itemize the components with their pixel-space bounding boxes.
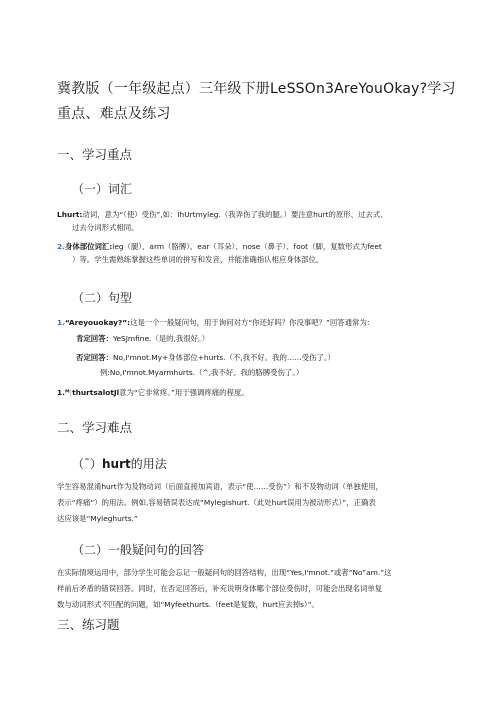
answers-paragraph-line-1: 在实际情境运用中，部分学生可能会忘记一般疑问句的回答结构，出现“Yes,I'mnot.”或者“No”am.”这 (57, 568, 392, 577)
subheading-sentence-patterns: （二）句型 (72, 291, 133, 305)
answers-paragraph-line-2: 样前后矛盾的错误回答。同时，在否定回答后，补充说明身体哪个部位受伤时，可能会出现名词单复 (57, 584, 383, 593)
negative-answer (76, 351, 335, 365)
document-title: 冀教版（一年级起点）三年级下册LeSSOn3AreYouOkay?学习重点、难点及练习 (57, 81, 456, 122)
pattern-item-1 (57, 316, 374, 330)
vocab-item-1-label: Lhurt: (57, 210, 83, 219)
subheading-hurt-word: hurt (102, 457, 131, 471)
vocab-item-1-continued: 过去分词形式相同。 (72, 223, 139, 232)
subheading-question-answers: （二）一般疑问句的回答 (72, 543, 205, 557)
answers-paragraph-line-3: 数与动词形式不匹配的问题，如“Myfeethurts.（feet是复数，hurt应去掉s）”。 (57, 600, 319, 609)
vocab-item-2 (57, 240, 382, 254)
pattern-item-2-number: 1.ᴹ (57, 388, 70, 397)
vocab-item-1-text: 动词，意为“（使）受伤”,如：IhUrtmyleg.（我弄伤了我的腿。）要注意hurt的原形、过去式、 (82, 210, 388, 219)
subheading-hurt-usage (72, 456, 167, 472)
negative-answer-label: 否定回答： (76, 353, 113, 362)
negative-answer-text: No,I'mnot.My+身体部位+hurts.（不,我不好。我的……受伤了。） (112, 353, 335, 362)
subheading-hurt-suffix: 的用法 (130, 457, 167, 471)
section-heading-difficulties: 二、学习难点 (57, 420, 133, 435)
vocab-item-1 (57, 208, 388, 222)
positive-answer (76, 332, 209, 346)
vocab-item-2-label: 身体部位词汇: (64, 242, 113, 251)
hurt-paragraph-line-2: 表示“疼痛”）的用法。例如,容易错误表达成“Mylegishurt.（此处hurt误用为被动形式）”，正确表 (57, 498, 376, 507)
pattern-item-2-text: 意为“它非常疼。”用于强调疼痛的程度。 (119, 388, 249, 397)
hurt-paragraph-line-3: 达应该是“Myleghurts.” (57, 514, 138, 523)
pattern-item-1-number: 1. (57, 318, 65, 327)
subheading-vocabulary: （一）词汇 (72, 182, 133, 196)
hurt-paragraph-line-1: 学生容易混淆hurt作为及物动词（后面直接加宾语，表示“使……受伤”）和不及物动词（单独使用， (57, 482, 383, 491)
vocab-item-2-continued: ）等。学生需熟练掌握这些单词的拼写和发音，并能准确指认相应身体部位。 (72, 255, 324, 264)
subheading-hurt-prefix: （¯） (72, 457, 103, 471)
vocab-item-2-number: 2. (57, 242, 65, 251)
pattern-item-1-label: “Areyouokay?”: (64, 318, 131, 327)
section-heading-exercises: 三、练习题 (57, 617, 120, 632)
pattern-item-2: 1.ᴹ|thurtsalotJl意为“它非常疼。”用于强调疼痛的程度。 (57, 388, 249, 397)
pattern-item-1-text: 这是一个一般疑问句，用于询问对方“你还好吗？你没事吧？”回答通常为： (130, 318, 375, 327)
positive-answer-label: 肯定回答： (76, 334, 113, 343)
vocab-item-2-text: leg（腿）、arm（胳膊）、ear（耳朵）、nose（鼻子）、foot（脚，复数形式为feet (112, 242, 382, 251)
positive-answer-text: YeSJmfine.（是的,我很好。） (112, 334, 210, 343)
section-heading-key-points: 一、学习重点 (57, 147, 133, 162)
negative-answer-example: 例:No,I'mnot.Myarmhurts.（^,我不好。我的胳膊受伤了。） (100, 368, 304, 377)
pattern-item-2-label: thurtsalotJl (72, 388, 120, 397)
